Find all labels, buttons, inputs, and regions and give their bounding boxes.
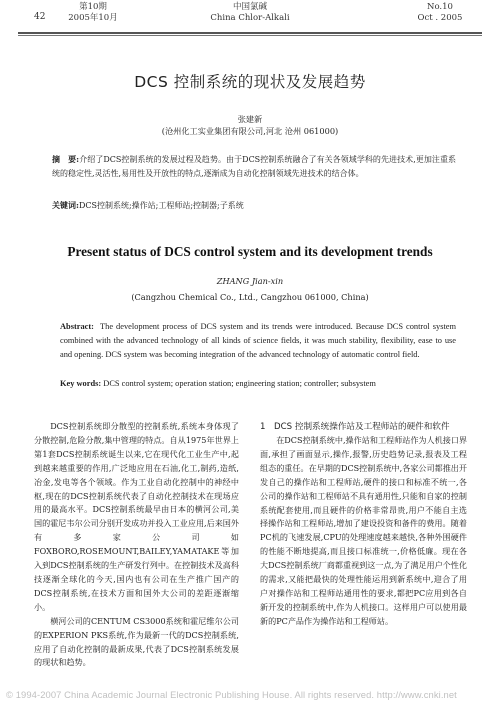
issue-en: No.10 [427,2,453,12]
date-cn: 2005年10月 [68,13,118,23]
left-paragraph-2: 横河公司的CENTUM CS3000系统和霍尼维尔公司的EXPERION PKS系统,作为最新一代的DCS控制系统,应用了自动化控制的最新成果,代表了DCS控制系统发展的现状和趋势。 [34,615,239,668]
keywords-cn-label: 关键词: [52,200,79,210]
journal-en: China Chlor-Alkali [210,13,290,23]
left-paragraph-1: DCS控制系统即分散型的控制系统,系统本身体现了分散控制,危险分散,集中管理的特点。自从1975年世界上第1套DCS控制系统诞生以来,它在现代化工业生产中,起到越来越重要的作用,广泛地应用在石油,化工,制药,造纸,冶金,发电等各个领域。作为工业自动化控制中的神经中枢,现在的DCS控制系统代表了自动化控制技术在现场应用的最高水平。DCS控制系统最早由日本的横河公司,美国的霍尼韦尔公司分别开发成功并投入工业应用,后来国外有多家公司如FOXBORO,ROSEMOUNT,BAILEY,YAMATAKE等加入到DCS控制系统的生产研发行列中。在控制技术及高科技逐渐全球化的今天,国内也有公司在生产推广国产的DCS控制系统,在技术方面和国外大公司的差距逐渐缩小。 [34,421,239,612]
header-rule [18,32,482,34]
author-en: ZHANG Jian-xin [216,276,284,286]
abstract-cn [52,153,456,181]
keywords-en-label: Key words: [60,379,102,388]
right-column [260,420,467,688]
abstract-en [60,320,456,361]
right-paragraph-1: 在DCS控制系统中,操作站和工程师站作为人机接口界面,承担了画面显示,操作,报警,历史趋势记录,报表及工程组态的重任。在早期的DCS控制系统中,各家公司都推出开发自己的操作站和工程师站,硬件的接口和标准不统一,各公司的操作站和工程师站不具有通用性,只能和自家的控制系统配套使用,而且硬件的价格非常昂贵,用户不能自主选择操作站和工程师站,增加了建设投资和备件的费用。随着PC机的飞速发展,CPU的处理速度越来越快,各种外围硬件的性能不断地提高,而且接口标准统一,价格低廉。现在各大DCS控制系统厂商都重视到这一点,为了满足用户个性化的需求,又能把最快的处理性能运用到新系统中,迎合了用户对操作站和工程师站通用性的要求,都把PC应用到各自新开发的控制系统中,作为人机接口。这样用户可以使用最新的PC产品作为操作站和工程师站。 [260,435,467,626]
abstract-cn-label: 摘 要: [52,154,80,164]
header-rule-thin [18,35,482,36]
left-column [34,420,239,682]
issue-date-cn [58,2,128,24]
journal-cn: 中国氯碱 [232,2,267,12]
section-title-1: 1 DCS 控制系统操作站及工程师站的硬件和软件 [260,422,450,432]
keywords-en [60,377,456,391]
keywords-cn-text: DCS控制系统;操作站;工程师站;控制器;子系统 [78,201,244,210]
journal-name [180,2,320,24]
keywords-cn [52,199,456,213]
abstract-cn-text: 介绍了DCS控制系统的发展过程及趋势。由于DCS控制系统融合了有关各领域学科的先进技术,更加注重系统的稳定性,灵活性,易用性及开放性的特点,逐渐成为自动化控制领域先进技术的结合体。 [52,155,456,178]
affiliation-en: (Cangzhou Chemical Co., Ltd., Cangzhou 061000, China) [131,292,369,302]
affiliation-cn: (沧州化工实业集团有限公司,河北 沧州 061000) [161,126,339,136]
abstract-en-text: The development process of DCS system and its trends were introduced. Because DCS control system combined with the advanced technology of all kinds of science fields, it was much stability, flexibility, ease to use and opening. DCS system was becoming integration of the advanced technology of automatic control field. [60,322,457,359]
abstract-en-label: Abstract: [60,322,94,331]
author-cn: 张建新 [237,114,263,124]
title-en: Present status of DCS control system and its development trends [67,244,433,259]
keywords-en-text: DCS control system; operation station; engineering station; controller; subsystem [103,379,376,388]
issue-date-en [400,2,480,24]
title-cn: DCS 控制系统的现状及发展趋势 [134,73,366,91]
page-number: 42 [34,12,46,22]
copyright-watermark: © 1994-2007 China Academic Journal Electronic Publishing House. All rights reserved. http://www.cnki.net [6,689,457,700]
issue-cn: 第10期 [79,2,107,12]
date-en: Oct . 2005 [417,13,463,23]
